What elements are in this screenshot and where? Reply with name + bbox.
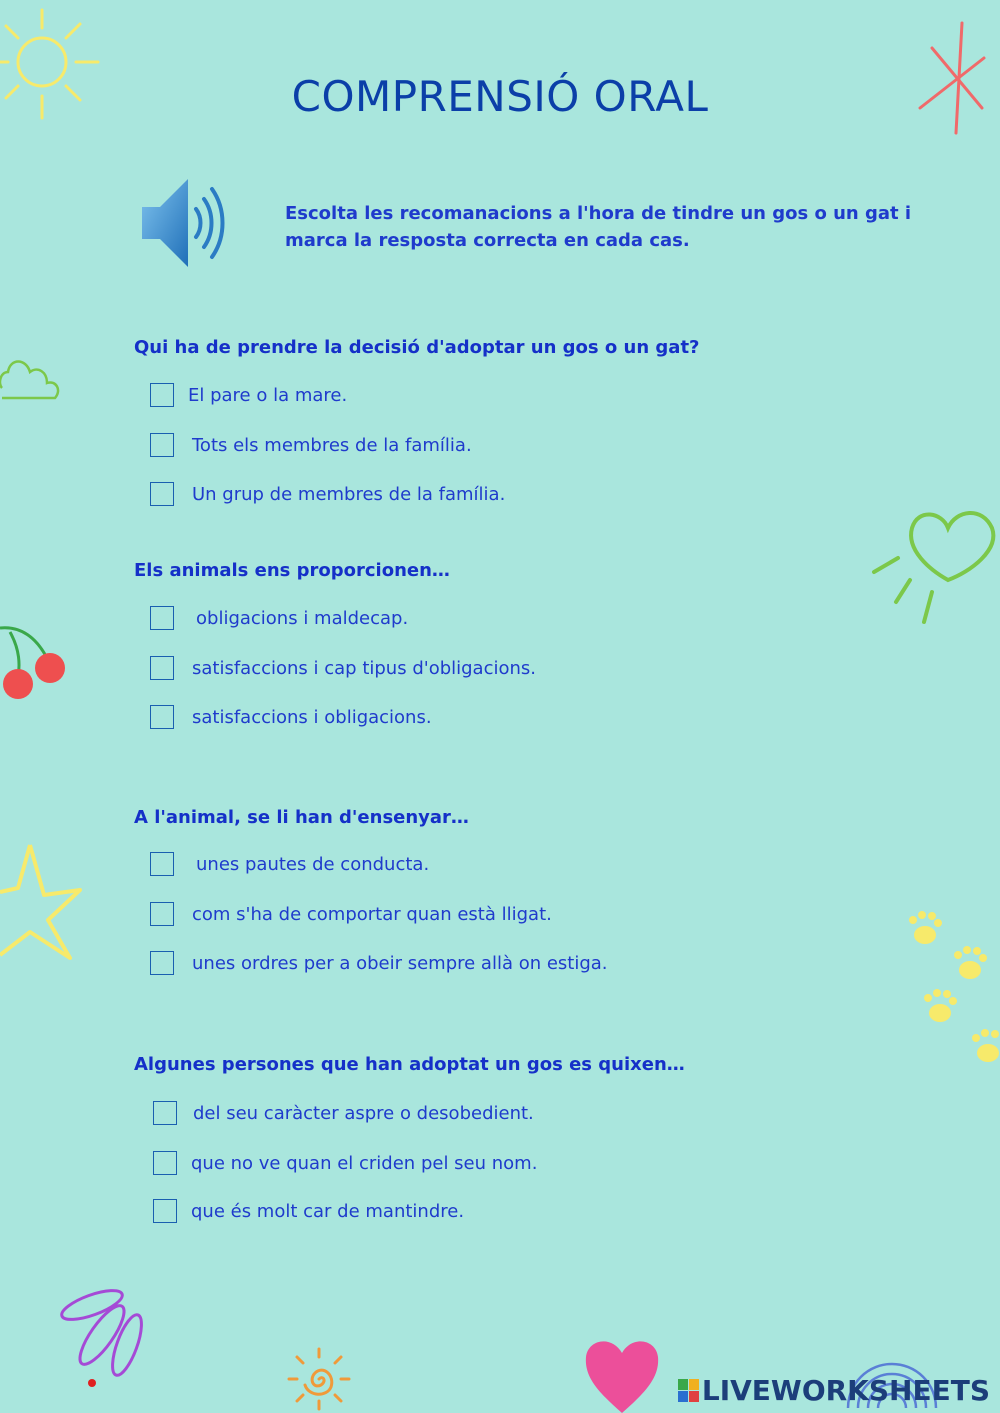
logo-mark-icon [678,1379,699,1402]
liveworksheets-logo [678,1374,990,1407]
speaker-icon[interactable] [140,175,225,270]
answer-checkbox[interactable] [150,852,174,876]
answer-label: unes ordres per a obeir sempre allà on estiga. [192,952,608,974]
answer-label: que no ve quan el criden pel seu nom. [191,1152,538,1174]
cloud-icon [0,350,62,405]
answer-option[interactable] [150,656,536,680]
answer-label: satisfaccions i cap tipus d'obligacions. [192,657,537,679]
answer-label: obligacions i maldecap. [196,607,409,629]
answer-label: unes pautes de conducta. [196,853,430,875]
question-3: A l'animal, se li han d'ensenyar… [134,807,469,828]
heart-outline-icon [870,480,1000,630]
answer-checkbox[interactable] [153,1151,177,1175]
star-icon [0,840,85,965]
answer-option[interactable] [150,606,408,630]
answer-option[interactable] [150,705,432,729]
petals-icon [52,1285,152,1395]
answer-checkbox[interactable] [150,705,174,729]
answer-option[interactable] [150,951,608,975]
answer-checkbox[interactable] [150,606,174,630]
answer-label: com s'ha de comportar quan està lligat. [192,903,552,925]
instructions-text: Escolta les recomanacions a l'hora de tindre un gos o un gat i marca la resposta correcta en cada cas. [285,203,912,251]
heart-icon [582,1335,662,1413]
answer-option[interactable] [150,902,552,926]
answer-checkbox[interactable] [150,383,174,407]
cherries-icon [0,610,75,705]
answer-checkbox[interactable] [150,482,174,506]
answer-option[interactable] [150,433,472,457]
answer-checkbox[interactable] [150,902,174,926]
brand-name: LIVEWORKSHEETS [701,1374,990,1407]
answer-option[interactable] [153,1151,537,1175]
answer-label: El pare o la mare. [188,384,348,406]
answer-option[interactable] [150,383,347,407]
answer-label: Tots els membres de la família. [192,434,472,456]
answer-checkbox[interactable] [153,1199,177,1223]
answer-label: Un grup de membres de la família. [192,483,506,505]
question-4: Algunes persones que han adoptat un gos es quixen… [134,1054,685,1075]
answer-option[interactable] [153,1101,534,1125]
answer-checkbox[interactable] [150,951,174,975]
answer-checkbox[interactable] [153,1101,177,1125]
answer-checkbox[interactable] [150,656,174,680]
page-title: COMPRENSIÓ ORAL [291,72,709,121]
answer-label: satisfaccions i obligacions. [192,706,432,728]
answer-checkbox[interactable] [150,433,174,457]
answer-option[interactable] [150,852,429,876]
question-2: Els animals ens proporcionen… [134,560,450,581]
answer-label: del seu caràcter aspre o desobedient. [193,1102,534,1124]
answer-option[interactable] [153,1199,464,1223]
paw-print-icon [900,905,1000,1070]
answer-label: que és molt car de mantindre. [191,1200,465,1222]
spiral-icon [285,1345,353,1413]
question-1: Qui ha de prendre la decisió d'adoptar un gos o un gat? [134,337,700,358]
answer-option[interactable] [150,482,505,506]
